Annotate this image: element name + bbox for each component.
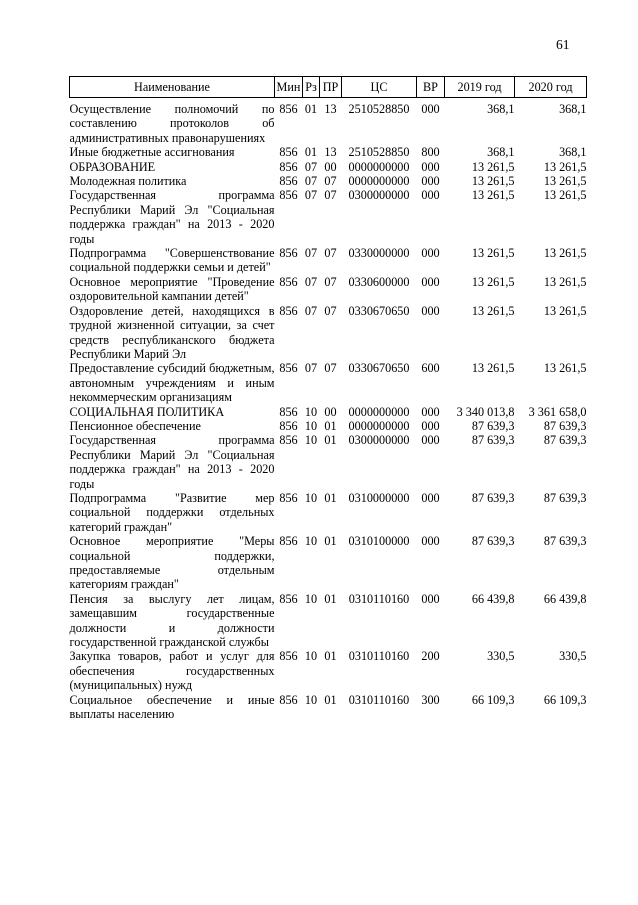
header-name: Наименование xyxy=(70,77,275,98)
header-2020: 2020 год xyxy=(515,77,587,98)
cell-cs: 0310100000 xyxy=(348,534,410,549)
table-row xyxy=(70,592,587,650)
cell-2020: 13 261,5 xyxy=(543,246,587,261)
cell-name: Оздоровление детей, находящихся в трудной жизненной ситуации, за счет средств республиканского бюджета Республики Марий Эл xyxy=(69,303,275,361)
cell-min: 856 xyxy=(279,490,298,505)
cell-2019: 368,1 xyxy=(487,102,515,116)
cell-name: Молодежная политика xyxy=(69,174,187,189)
cell-cs: 0300000000 xyxy=(348,433,410,448)
cell-2019: 13 261,5 xyxy=(471,174,515,189)
cell-rz: 07 xyxy=(304,174,318,189)
cell-2019: 368,1 xyxy=(487,145,515,160)
cell-name: Осуществление полномочий по составлению протоколов об административных правонарушениях xyxy=(69,102,275,145)
cell-cs: 0330670650 xyxy=(348,361,410,376)
page-number: 61 xyxy=(556,37,570,52)
cell-cs: 0310110160 xyxy=(348,692,410,707)
header-vr: ВР xyxy=(417,77,445,98)
cell-cs: 0000000000 xyxy=(348,159,410,174)
table-row xyxy=(70,188,587,246)
cell-min: 856 xyxy=(279,692,298,707)
cell-2020: 87 639,3 xyxy=(543,418,587,433)
cell-cs: 0300000000 xyxy=(348,188,410,203)
cell-pr: 01 xyxy=(324,433,337,448)
cell-cs: 0330600000 xyxy=(348,274,410,289)
cell-min: 856 xyxy=(279,361,298,376)
header-2019: 2019 год xyxy=(445,77,515,98)
cell-2019: 3 340 013,8 xyxy=(456,404,515,419)
cell-cs: 0310110160 xyxy=(348,591,410,606)
cell-vr: 000 xyxy=(421,188,440,203)
cell-vr: 000 xyxy=(421,303,440,318)
cell-2019: 13 261,5 xyxy=(471,246,515,261)
cell-pr: 01 xyxy=(324,418,337,433)
table-row xyxy=(70,361,587,404)
cell-vr: 300 xyxy=(421,692,440,707)
cell-rz: 10 xyxy=(304,649,318,664)
cell-pr: 01 xyxy=(324,490,337,505)
cell-pr: 07 xyxy=(324,303,337,318)
cell-name: Пенсионное обеспечение xyxy=(69,418,201,433)
cell-vr: 000 xyxy=(421,490,440,505)
cell-name: Закупка товаров, работ и услуг для обеспечения государственных (муниципальных) нужд xyxy=(69,649,275,693)
table-row xyxy=(70,275,587,304)
cell-name: Государственная программа Республики Марий Эл "Социальная поддержка граждан" на 2013 - 2020 годы xyxy=(69,433,275,491)
cell-pr: 07 xyxy=(324,274,337,289)
cell-rz: 07 xyxy=(304,303,318,318)
table-row xyxy=(70,174,587,188)
cell-rz: 07 xyxy=(304,159,318,174)
cell-2019: 87 639,3 xyxy=(471,433,515,448)
cell-min: 856 xyxy=(279,591,298,606)
cell-pr: 01 xyxy=(324,649,337,664)
cell-rz: 10 xyxy=(304,692,318,707)
cell-rz: 07 xyxy=(304,188,318,203)
table-row xyxy=(70,419,587,433)
cell-cs: 2510528850 xyxy=(348,102,410,116)
cell-pr: 07 xyxy=(324,174,337,189)
table-row xyxy=(70,534,587,592)
table-row xyxy=(70,145,587,159)
header-cs: ЦС xyxy=(342,77,417,98)
cell-cs: 0310110160 xyxy=(348,649,410,664)
cell-vr: 000 xyxy=(421,534,440,549)
cell-2019: 13 261,5 xyxy=(471,159,515,174)
cell-2020: 13 261,5 xyxy=(543,188,587,203)
cell-min: 856 xyxy=(279,649,298,664)
cell-2020: 87 639,3 xyxy=(543,433,587,448)
cell-name: Пенсия за выслугу лет лицам, замещавшим государственные должности и должности государственной гражданской службы xyxy=(69,591,275,650)
cell-name: Государственная программа Республики Марий Эл "Социальная поддержка граждан" на 2013 - 2020 годы xyxy=(69,188,275,246)
cell-2020: 13 261,5 xyxy=(543,361,587,376)
cell-2020: 13 261,5 xyxy=(543,274,587,289)
cell-rz: 10 xyxy=(304,418,318,433)
table-header-row xyxy=(70,77,587,98)
cell-vr: 600 xyxy=(421,361,440,376)
table-row xyxy=(70,246,587,275)
cell-pr: 07 xyxy=(324,361,337,376)
cell-rz: 07 xyxy=(304,246,318,261)
header-pr: ПР xyxy=(320,77,342,98)
table-row xyxy=(70,98,587,146)
cell-cs: 0330670650 xyxy=(348,303,410,318)
cell-2019: 13 261,5 xyxy=(471,303,515,318)
cell-min: 856 xyxy=(279,159,298,174)
cell-name: Подпрограмма "Совершенствование социальной поддержки семьи и детей" xyxy=(69,246,275,275)
cell-name: ОБРАЗОВАНИЕ xyxy=(69,159,156,174)
cell-2019: 66 109,3 xyxy=(471,692,515,707)
cell-cs: 0000000000 xyxy=(348,418,410,433)
cell-pr: 01 xyxy=(324,692,337,707)
table-row xyxy=(70,433,587,491)
cell-rz: 01 xyxy=(304,102,318,116)
cell-2019: 87 639,3 xyxy=(471,418,515,433)
cell-min: 856 xyxy=(279,274,298,289)
cell-pr: 13 xyxy=(324,102,337,116)
header-rz: Рз xyxy=(303,77,320,98)
cell-rz: 07 xyxy=(304,274,318,289)
cell-2019: 13 261,5 xyxy=(471,274,515,289)
cell-min: 856 xyxy=(279,174,298,189)
table-row xyxy=(70,304,587,362)
cell-vr: 000 xyxy=(421,591,440,606)
cell-vr: 000 xyxy=(421,159,440,174)
cell-rz: 10 xyxy=(304,490,318,505)
cell-cs: 0310000000 xyxy=(348,490,410,505)
cell-cs: 0000000000 xyxy=(348,174,410,189)
table-row xyxy=(70,693,587,722)
cell-min: 856 xyxy=(279,102,298,116)
table-row xyxy=(70,491,587,534)
cell-vr: 000 xyxy=(421,433,440,448)
cell-vr: 000 xyxy=(421,102,440,116)
cell-pr: 13 xyxy=(324,145,337,160)
cell-pr: 00 xyxy=(324,159,337,174)
cell-min: 856 xyxy=(279,404,298,419)
cell-2020: 330,5 xyxy=(559,649,587,664)
cell-2020: 13 261,5 xyxy=(543,303,587,318)
cell-name: Предоставление субсидий бюджетным, автономным учреждениям и иным некоммерческим организациям xyxy=(69,361,275,405)
cell-2019: 87 639,3 xyxy=(471,490,515,505)
cell-2020: 3 361 658,0 xyxy=(528,404,587,419)
cell-rz: 10 xyxy=(304,404,318,419)
cell-cs: 0330000000 xyxy=(348,246,410,261)
cell-vr: 000 xyxy=(421,174,440,189)
cell-min: 856 xyxy=(279,145,298,160)
cell-min: 856 xyxy=(279,534,298,549)
cell-pr: 07 xyxy=(324,246,337,261)
cell-2019: 330,5 xyxy=(487,649,515,664)
cell-rz: 10 xyxy=(304,591,318,606)
table-body xyxy=(70,98,587,722)
cell-name: Иные бюджетные ассигнования xyxy=(69,145,235,160)
table-row xyxy=(70,649,587,692)
cell-vr: 800 xyxy=(421,145,440,160)
cell-2020: 87 639,3 xyxy=(543,534,587,549)
cell-2020: 13 261,5 xyxy=(543,174,587,189)
cell-rz: 07 xyxy=(304,361,318,376)
cell-2020: 66 439,8 xyxy=(543,591,587,606)
cell-vr: 000 xyxy=(421,404,440,419)
cell-pr: 01 xyxy=(324,534,337,549)
cell-min: 856 xyxy=(279,433,298,448)
cell-vr: 000 xyxy=(421,418,440,433)
cell-name: СОЦИАЛЬНАЯ ПОЛИТИКА xyxy=(69,404,225,419)
budget-table xyxy=(69,76,587,721)
cell-name: Основное мероприятие "Меры социальной поддержки, предоставляемые отдельным категориям граждан" xyxy=(69,534,275,592)
cell-min: 856 xyxy=(279,188,298,203)
header-min: Мин xyxy=(275,77,303,98)
cell-2020: 66 109,3 xyxy=(543,692,587,707)
cell-vr: 000 xyxy=(421,246,440,261)
cell-min: 856 xyxy=(279,246,298,261)
cell-2019: 87 639,3 xyxy=(471,534,515,549)
cell-2020: 368,1 xyxy=(559,102,587,116)
cell-rz: 10 xyxy=(304,433,318,448)
table-row xyxy=(70,405,587,419)
cell-2020: 87 639,3 xyxy=(543,490,587,505)
cell-min: 856 xyxy=(279,303,298,318)
cell-cs: 2510528850 xyxy=(348,145,410,160)
cell-pr: 01 xyxy=(324,591,337,606)
cell-2020: 368,1 xyxy=(559,145,587,160)
cell-2019: 66 439,8 xyxy=(471,591,515,606)
cell-pr: 00 xyxy=(324,404,337,419)
cell-2019: 13 261,5 xyxy=(471,188,515,203)
cell-rz: 01 xyxy=(304,145,318,160)
cell-2020: 13 261,5 xyxy=(543,159,587,174)
cell-name: Подпрограмма "Развитие мер социальной поддержки отдельных категорий граждан" xyxy=(69,490,275,534)
cell-name: Социальное обеспечение и иные выплаты населению xyxy=(69,692,275,722)
cell-vr: 000 xyxy=(421,274,440,289)
cell-2019: 13 261,5 xyxy=(471,361,515,376)
cell-vr: 200 xyxy=(421,649,440,664)
cell-rz: 10 xyxy=(304,534,318,549)
cell-pr: 07 xyxy=(324,188,337,203)
table-row xyxy=(70,160,587,174)
cell-name: Основное мероприятие "Проведение оздоровительной кампании детей" xyxy=(69,274,275,304)
cell-cs: 0000000000 xyxy=(348,404,410,419)
cell-min: 856 xyxy=(279,418,298,433)
